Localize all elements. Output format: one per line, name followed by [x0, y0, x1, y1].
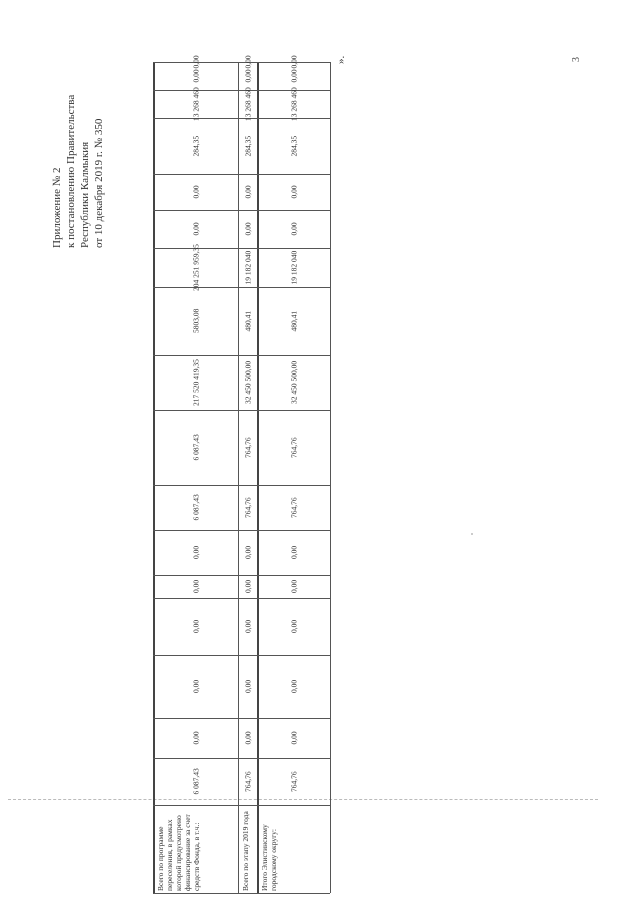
table-cell: 19 182 040	[243, 250, 253, 285]
table-horizontal-rule	[153, 718, 330, 719]
table-cell: 0,00	[191, 545, 201, 559]
table-cell: 0,00	[191, 222, 201, 236]
table-cell: 0,00	[243, 185, 253, 199]
table-cell: 0,00	[191, 679, 201, 693]
table-cell: 0,00	[289, 545, 299, 559]
table-cell: 0,00	[289, 619, 299, 633]
header-line-3: Республики Калмыкия	[79, 141, 91, 248]
table-cell: 6 087,43	[191, 434, 201, 461]
row-label: Всего по программе переселения, в рамках которой предусмотрено финансирование за счет средств Фонда, в т.ч.:	[156, 814, 201, 891]
table-cell: 0,00	[289, 579, 299, 593]
table-cell: 0,00	[289, 69, 299, 83]
table-horizontal-rule	[153, 90, 330, 91]
table-cell: 0,00	[191, 55, 201, 69]
table-cell: 284,35	[289, 135, 299, 157]
table-cell: 0,00	[243, 619, 253, 633]
page-number: 3	[571, 57, 582, 62]
table-cell: 19 182 040	[289, 250, 299, 285]
table-cell: 5803,08	[191, 308, 201, 333]
table-cell: 480,41	[243, 310, 253, 332]
table-horizontal-rule	[153, 174, 330, 175]
table-cell: 284,35	[191, 135, 201, 157]
header-block	[50, 95, 106, 248]
fold-line	[8, 799, 598, 800]
table-cell: 764,76	[243, 497, 253, 518]
table-cell: 0,00	[243, 55, 253, 69]
table-horizontal-rule	[153, 805, 330, 806]
table-cell: 0,00	[289, 222, 299, 236]
table-cell: 13 268 460	[191, 87, 201, 121]
table-cell: 0,00	[191, 69, 201, 83]
table-horizontal-rule	[153, 287, 330, 288]
table-cell: 0,00	[243, 679, 253, 693]
scan-artifact	[471, 533, 473, 535]
table-horizontal-rule	[153, 655, 330, 656]
table-cell: 204 251 959,35	[191, 244, 201, 291]
table-cell: 217 520 419,35	[191, 359, 201, 406]
table-cell: 0,00	[243, 69, 253, 83]
table-horizontal-rule	[153, 118, 330, 119]
table-cell: 0,00	[191, 731, 201, 745]
table-horizontal-rule	[153, 210, 330, 211]
table-cell: 0,00	[289, 731, 299, 745]
table-cell: 0,00	[243, 222, 253, 236]
table-horizontal-rule	[153, 530, 330, 531]
table-cell: 13 268 460	[243, 87, 253, 121]
table-vertical-rule	[238, 62, 239, 893]
table-cell: 764,76	[289, 437, 299, 458]
header-line-4: от 10 декабря 2019 г. № 350	[93, 118, 105, 248]
table-horizontal-rule	[153, 410, 330, 411]
table-cell: 0,00	[243, 545, 253, 559]
table-horizontal-rule	[153, 758, 330, 759]
table-vertical-rule	[257, 62, 259, 893]
table-cell: 6 087,43	[191, 768, 201, 795]
table-horizontal-rule	[153, 248, 330, 249]
table-cell: 0,00	[289, 679, 299, 693]
header-line-1: Приложение № 2	[51, 167, 63, 248]
table-cell: 13 268 460	[289, 87, 299, 121]
table-cell: 284,35	[243, 135, 253, 157]
table-cell: 32 450 500,00	[243, 360, 253, 404]
table-cell: 0,00	[191, 185, 201, 199]
table-horizontal-rule	[153, 575, 330, 576]
row-label: Итого Элистинскому городскому округу:	[260, 824, 278, 891]
row-label: Всего по этапу 2019 года	[241, 811, 250, 891]
table-horizontal-rule	[153, 485, 330, 486]
table-cell: 0,00	[243, 731, 253, 745]
table-horizontal-rule	[153, 355, 330, 356]
table-cell: 764,76	[289, 771, 299, 792]
table-horizontal-rule	[153, 598, 330, 599]
header-line-2: к постановлению Правительства	[65, 94, 77, 248]
table-cell: 32 450 500,00	[289, 360, 299, 404]
table-cell: 0,00	[243, 579, 253, 593]
table-cell: 0,00	[191, 579, 201, 593]
table-cell: 480,41	[289, 310, 299, 332]
table-cell: 764,76	[243, 771, 253, 792]
table-cell: 6 087,43	[191, 494, 201, 521]
table-cell: 0,00	[289, 55, 299, 69]
table-horizontal-rule	[153, 62, 330, 63]
table-horizontal-rule	[153, 893, 330, 894]
table-vertical-rule	[153, 62, 155, 893]
table-cell: 0,00	[191, 619, 201, 633]
trailing-quote: ».	[335, 55, 347, 64]
table-cell: 764,76	[243, 437, 253, 458]
table-vertical-rule	[330, 62, 331, 893]
table-cell: 764,76	[289, 497, 299, 518]
table-cell: 0,00	[289, 185, 299, 199]
